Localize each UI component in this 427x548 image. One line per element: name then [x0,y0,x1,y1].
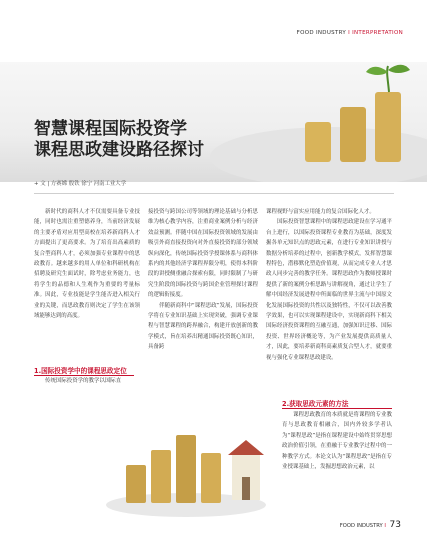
article-title-line1: 智慧课程国际投资学 [34,119,187,139]
col2-paragraph: 接投资与跨国公司等领域的理论基础与分析思维为核心教学内容，注重商业案例分析与经济效益预测。伴随中国在国际投资领域的发展由吸引外商直接投资向对外直接投资的部分领域纵向深化，传统国际投资学授课体系与商科体系内的其他经济学课程界限分明，使得本科阶段的讲授侧重融合探索有限，同时限制了与研究生阶段的国际投资与跨国企业管理探讨课程的逻辑衔接度。 [148,209,258,299]
col3-paragraph-b: 国际投资智慧课程中的课程思政建设在学习通平台上进行，以国际投资课程专业教育为基础，深度发掘各单元知识点的思政元素，在进行专业知识讲授与数据分析培养的过程中，创新教学模式，发挥智慧课程特色，潜移默化塑造价值观，从而完成专业人才思政人同步完善的教学任务。课程思政作为教师授课时提供了新的案例分析思路与讲解视角，通过让学生了解中国经济发展进程中所面临的世界主流与中国原文化发展国际投资的共性以及独特性，不仅可以改善教学效果，也可以实现课程建设中，实现新商科下相关国际经济投资课程的互融互通，加强知识迁移、国际投资、世界经济概论等，为产业发展提供高质量人才，因此，要培养新商科高素质复合型人才，就要重视与强化专业课程思政建设。 [266,219,392,361]
coin-stack-icon [305,92,401,162]
header-section: INTERPRETATION [352,30,403,36]
col3-paragraph: 课程视野与富实应用能力的复合国际化人才。 [266,209,375,215]
column-1 [34,207,140,321]
section-2-heading: 2.获取思政元素的方法 [282,400,349,408]
section-2-paragraph: 课程思政教育的本质就是将课程的专业教育与思政教育相融合，国内外较多学者认为“课程思政”是指在课程建设中始终贯穿思想政治价值引领，在重融于专业教学过程中的一种教学方式。本论文认为“课程思政”是指在专业授课基础上，发掘思想政治元素，以 [282,412,392,471]
house-icon [228,440,264,500]
col2-paragraph-b: 伴随新商科中“课程思政”发展，国际投资学将在专业知识基础上实现突破，强调专业课程与智慧课程的跨界融合，构建开放创新的教学模式，旨在培养出精通国际投资既心知识，具备跨 [148,302,258,351]
header-magazine: FOOD INDUSTRY [296,30,347,36]
coin-stack-icon [126,435,221,503]
article-title-line2: 课程思政建设路径探讨 [34,140,204,160]
page-footer [340,520,401,530]
page-number: 73 [389,520,401,530]
column-2 [148,207,258,353]
coins-illustration [96,395,276,520]
byline-divider [34,193,394,194]
article-byline: + 文 | 方赛嫦 殷铁 徐宁 河南工业大学 [34,181,127,187]
column-3 [266,207,392,363]
footer-magazine: FOOD INDUSTRY [339,523,383,529]
section-2-rule [282,408,392,409]
running-header [297,30,403,36]
footer-separator: I [384,523,386,529]
header-separator: I [348,30,351,36]
section-1-heading: 1.国际投资学中的课程思政定位 [34,367,127,375]
section-2-body [282,410,392,472]
section-1-body [34,376,140,386]
sprout-icon [366,65,410,92]
section-1-paragraph: 传统国际投资学的教学以国际直 [45,378,122,384]
col1-paragraph: 新时代的商科人才不仅需要具备专业技能，同时也需注重塑德养身，当前经济发展的主要矛盾对应用型高校在培养新商科人才方面提出了更高要求。为了培育出高素质的复合型商科人才，必须加强专业课程中的思政教育。越来越多的用人单位和科研机构在招聘及研究生面试时，除考虑业务能力，也将学生的品德和人生观作为重要的考量标准。因此，专业技能是学生能否进入相关行业的关键，而思政教育则决定了学生在该领域能够达到的高度。 [34,209,140,320]
